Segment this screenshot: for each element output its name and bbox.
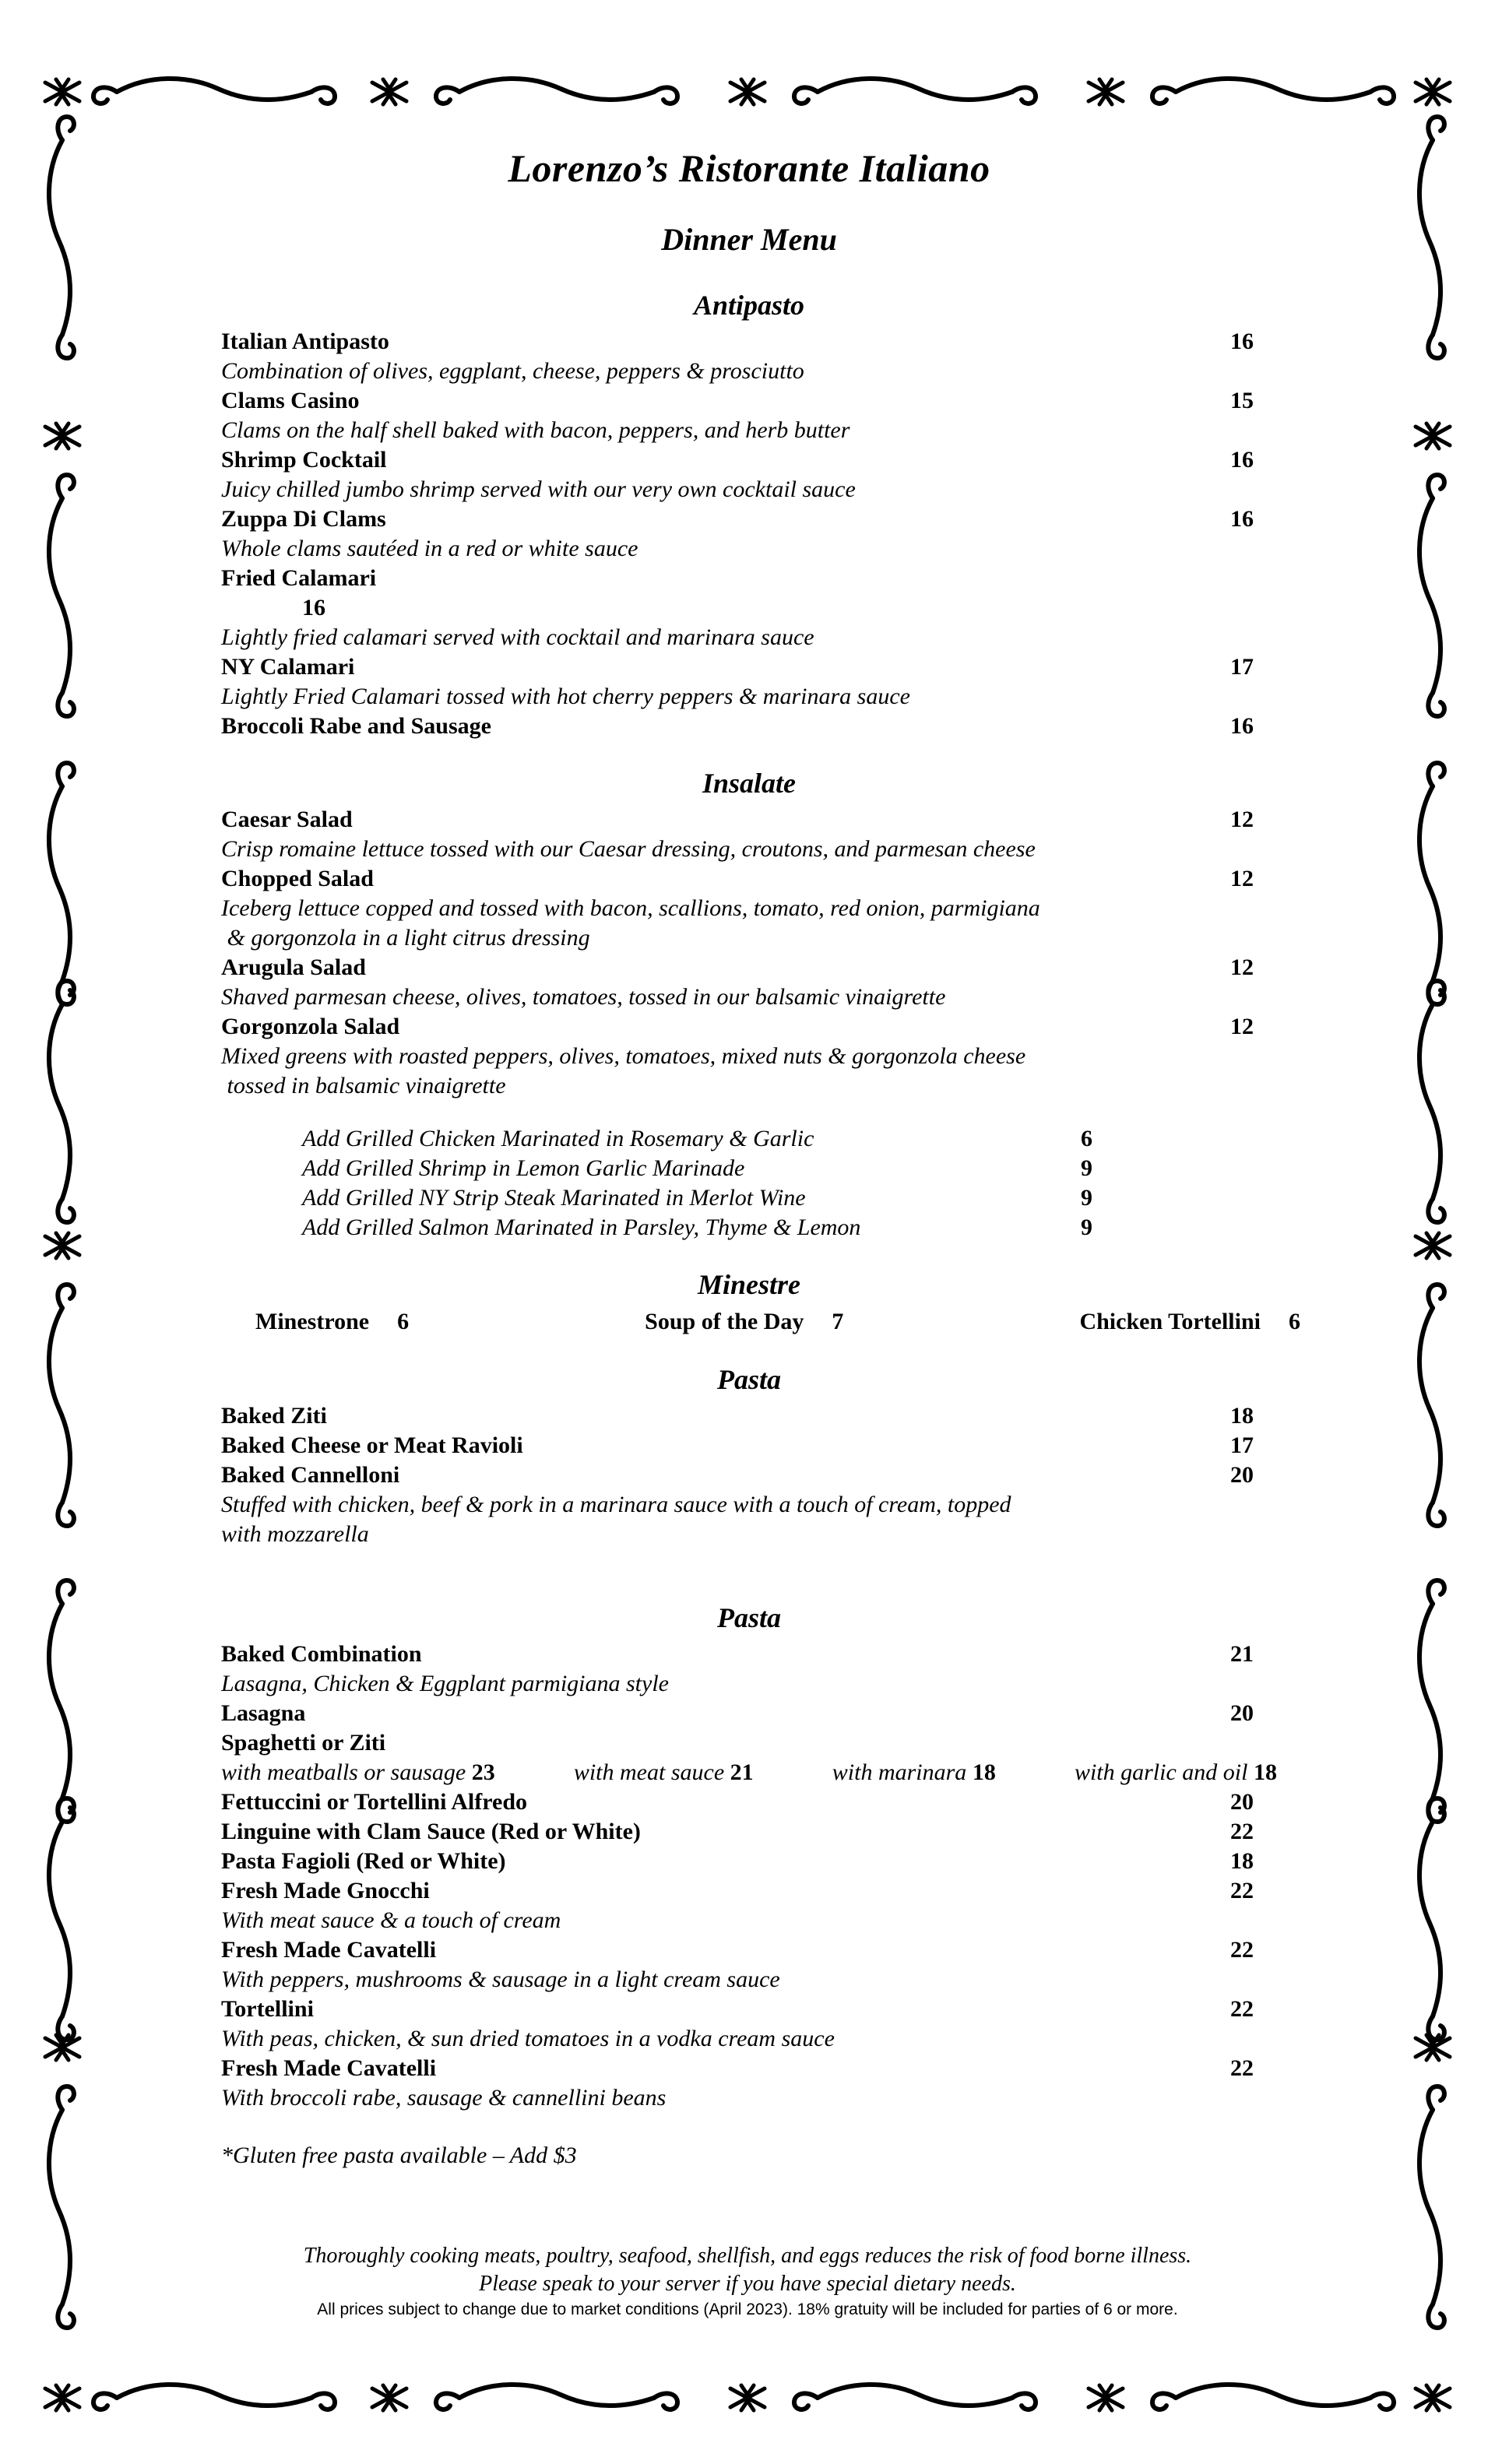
item-description: Lightly fried calamari served with cocktail and marinara sauce	[221, 624, 814, 650]
item-name: Pasta Fagioli (Red or White)	[221, 1848, 506, 1874]
menu-item	[221, 1401, 1277, 1431]
item-name: Lasagna	[221, 1700, 306, 1726]
menu-item	[221, 864, 1277, 953]
menu-item	[221, 953, 1277, 1012]
addon-item	[302, 1124, 1127, 1154]
item-name: Fresh Made Cavatelli	[221, 2055, 437, 2081]
soup-item	[1079, 1306, 1300, 1337]
item-description: Mixed greens with roasted peppers, olives, tomatoes, mixed nuts & gorgonzola cheese	[221, 1043, 1026, 1069]
item-name: NY Calamari	[221, 654, 355, 680]
section-title-insalate: Insalate	[702, 768, 797, 799]
item-price: 20	[1230, 1700, 1254, 1726]
item-name: Fresh Made Cavatelli	[221, 1937, 437, 1963]
antipasto-list	[221, 327, 1277, 741]
item-price: 22	[1230, 1937, 1254, 1963]
item-description-continued: & gorgonzola in a light citrus dressing	[221, 925, 590, 951]
section-title-pasta-2: Pasta	[716, 1602, 781, 1633]
menu-item	[221, 1431, 1277, 1460]
item-description: Lightly Fried Calamari tossed with hot cherry peppers & marinara sauce	[221, 684, 910, 709]
item-price: 12	[1230, 807, 1254, 832]
item-description: With meat sauce & a touch of cream	[221, 1907, 561, 1933]
item-name: Chopped Salad	[221, 866, 374, 891]
food-safety-notice: Thoroughly cooking meats, poultry, seafood, shellfish, and eggs reduces the risk of food borne illness.	[303, 2244, 1192, 2268]
item-description: With peppers, mushrooms & sausage in a light cream sauce	[221, 1967, 780, 1992]
menu-item	[221, 445, 1277, 504]
soup-item	[255, 1306, 409, 1337]
item-description: Crisp romaine lettuce tossed with our Caesar dressing, croutons, and parmesan cheese	[221, 836, 1036, 862]
item-price: 12	[1230, 954, 1254, 980]
pasta-list	[221, 1640, 1277, 2113]
addon-label: Add Grilled NY Strip Steak Marinated in Merlot Wine	[302, 1185, 806, 1211]
item-name: Baked Cheese or Meat Ravioli	[221, 1432, 523, 1458]
item-name: Arugula Salad	[221, 954, 366, 980]
item-price: 17	[1230, 654, 1254, 680]
menu-item	[221, 805, 1277, 864]
item-name: Linguine with Clam Sauce (Red or White)	[221, 1819, 641, 1844]
item-name: Broccoli Rabe and Sausage	[221, 713, 491, 739]
insalate-list	[221, 805, 1277, 1101]
gluten-free-note: *Gluten free pasta available – Add $3	[221, 2142, 577, 2168]
item-price: 22	[1230, 1996, 1254, 2022]
salad-addons	[302, 1124, 1127, 1243]
item-description: Stuffed with chicken, beef & pork in a marinara sauce with a touch of cream, topped	[221, 1492, 1011, 1517]
item-price: 22	[1230, 2055, 1254, 2081]
item-name: Baked Ziti	[221, 1403, 327, 1429]
item-name: Caesar Salad	[221, 807, 353, 832]
item-name: Spaghetti or Ziti	[221, 1730, 386, 1756]
menu-item	[221, 1847, 1277, 1876]
item-description: Combination of olives, eggplant, cheese, peppers & prosciutto	[221, 358, 804, 384]
menu-item	[221, 1012, 1277, 1101]
addon-item	[302, 1183, 1127, 1213]
section-title-pasta: Pasta	[716, 1364, 781, 1395]
item-name: Tortellini	[221, 1996, 314, 2022]
footer	[0, 2242, 1495, 2322]
addon-item	[302, 1154, 1127, 1183]
item-description: Clams on the half shell baked with bacon, peppers, and herb butter	[221, 417, 850, 443]
soup-name: Minestrone	[255, 1309, 370, 1334]
item-price: 22	[1230, 1819, 1254, 1844]
menu-item	[221, 1728, 1277, 1758]
variant: with meatballs or sausage 23	[221, 1759, 495, 1785]
item-name: Fried Calamari	[221, 565, 377, 591]
addon-price: 6	[1081, 1126, 1092, 1151]
variant: with garlic and oil 18	[1074, 1759, 1277, 1785]
item-description-continued: tossed in balsamic vinaigrette	[221, 1073, 506, 1098]
menu-item	[221, 386, 1277, 445]
item-price: 20	[1230, 1462, 1254, 1488]
menu-item	[221, 2054, 1277, 2083]
item-description: Shaved parmesan cheese, olives, tomatoes, tossed in our balsamic vinaigrette	[221, 984, 946, 1010]
item-price: 15	[1230, 388, 1254, 413]
addon-label: Add Grilled Shrimp in Lemon Garlic Marinade	[302, 1155, 745, 1181]
item-name: Gorgonzola Salad	[221, 1014, 400, 1039]
item-description: With peas, chicken, & sun dried tomatoes in a vodka cream sauce	[221, 2026, 835, 2051]
soup-price: 6	[397, 1309, 410, 1334]
addon-label: Add Grilled Chicken Marinated in Rosemary & Garlic	[302, 1126, 814, 1151]
menu-item	[221, 652, 1277, 712]
item-description: With broccoli rabe, sausage & cannellini beans	[221, 2085, 667, 2111]
menu-item	[221, 1817, 1277, 1847]
soup-name: Chicken Tortellini	[1079, 1309, 1261, 1334]
item-price: 12	[1230, 866, 1254, 891]
soup-list	[255, 1306, 1300, 1337]
item-name: Fettuccini or Tortellini Alfredo	[221, 1789, 528, 1815]
addon-item	[302, 1213, 1127, 1243]
item-price: 22	[1230, 1878, 1254, 1903]
section-title-antipasto: Antipasto	[693, 290, 805, 321]
soup-item	[645, 1306, 843, 1337]
item-description-continued: with mozzarella	[221, 1521, 369, 1547]
variant: with marinara 18	[832, 1759, 996, 1785]
menu-item	[221, 1787, 1277, 1817]
item-name: Italian Antipasto	[221, 329, 389, 354]
price-disclaimer: All prices subject to change due to market conditions (April 2023). 18% gratuity will be included for parties of 6 or more.	[317, 2301, 1178, 2318]
addon-price: 9	[1081, 1185, 1092, 1211]
section-title-minestre: Minestre	[697, 1269, 800, 1300]
item-name: Fresh Made Gnocchi	[221, 1878, 430, 1903]
addon-price: 9	[1081, 1155, 1092, 1181]
item-price: 16	[1230, 506, 1254, 532]
menu-item	[221, 1935, 1277, 1965]
item-price: 18	[1230, 1848, 1254, 1874]
menu-item	[221, 1995, 1277, 2024]
addon-label: Add Grilled Salmon Marinated in Parsley, Thyme & Lemon	[302, 1214, 861, 1240]
item-name: Shrimp Cocktail	[221, 447, 387, 473]
item-price: 16	[1230, 447, 1254, 473]
addon-price: 9	[1081, 1214, 1092, 1240]
item-price: 20	[1230, 1789, 1254, 1815]
item-price: 18	[1230, 1403, 1254, 1429]
menu-item	[221, 1640, 1277, 1669]
menu-content	[221, 140, 1300, 2170]
item-name: Zuppa Di Clams	[221, 506, 386, 532]
variant: with meat sauce 21	[573, 1759, 754, 1785]
dietary-notice: Please speak to your server if you have special dietary needs.	[479, 2272, 1016, 2296]
soup-name: Soup of the Day	[645, 1309, 804, 1334]
item-description: Whole clams sautéed in a red or white sauce	[221, 536, 638, 561]
soup-price: 7	[832, 1309, 844, 1334]
item-price: 17	[1230, 1432, 1254, 1458]
menu-item	[221, 1876, 1277, 1906]
soup-price: 6	[1289, 1309, 1300, 1334]
menu-item	[221, 564, 1277, 652]
menu-title: Dinner Menu	[661, 222, 837, 257]
item-name: Baked Combination	[221, 1641, 422, 1667]
item-price: 16	[302, 595, 325, 620]
item-price: 21	[1230, 1641, 1254, 1667]
menu-item	[221, 327, 1277, 386]
item-name: Clams Casino	[221, 388, 360, 413]
menu-item	[221, 712, 1277, 741]
item-description: Juicy chilled jumbo shrimp served with our very own cocktail sauce	[221, 476, 856, 502]
item-name: Baked Cannelloni	[221, 1462, 400, 1488]
menu-item	[221, 504, 1277, 564]
pasta-list-baked	[221, 1401, 1277, 1549]
menu-item	[221, 1699, 1277, 1728]
item-price: 16	[1230, 329, 1254, 354]
item-price: 12	[1230, 1014, 1254, 1039]
spaghetti-variants	[221, 1758, 1277, 1787]
item-price: 16	[1230, 713, 1254, 739]
restaurant-title: Lorenzo’s Ristorante Italiano	[508, 146, 990, 190]
item-description: Iceberg lettuce copped and tossed with bacon, scallions, tomato, red onion, parmigiana	[221, 895, 1040, 921]
menu-item	[221, 1460, 1277, 1490]
item-description: Lasagna, Chicken & Eggplant parmigiana style	[221, 1671, 669, 1696]
